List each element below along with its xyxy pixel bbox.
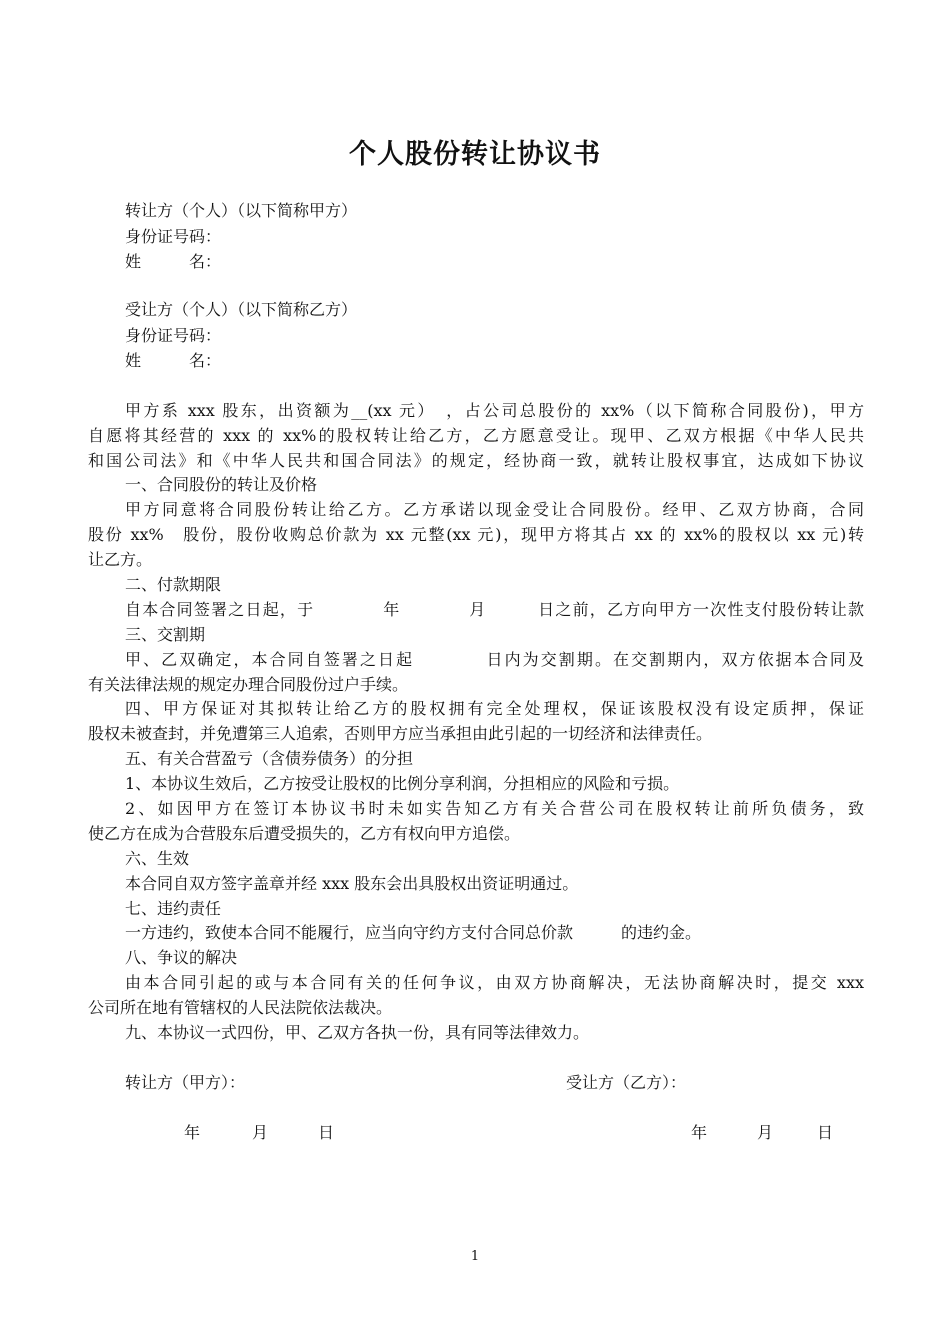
section-7-title: 七、违约责任 [125,899,222,918]
signature-left-month: 月 [252,1123,269,1142]
section-5-item-2-line-2: 使乙方在成为合营股东后遭受损失的，乙方有权向甲方追偿。 [88,824,521,843]
transferor-id-label: 身份证号码： [125,227,222,246]
intro-line-2: 自愿将其经营的 xxx 的 xx%的股权转让给乙方，乙方愿意受让。现甲、乙双方根据《中华人民共 [88,426,864,445]
intro-line-3: 和国公司法》和《中华人民共和国合同法》的规定，经协商一致，就转让股权事宜，达成如下协议 [88,451,864,470]
section-1-line-2: 股份 xx% 股份，股份收购总价款为 xx 元整(xx 元)，现甲方将其占 xx 的 xx%的股权以 xx 元)转 [88,525,864,544]
page-number: 1 [470,1249,480,1264]
section-8-title: 八、争议的解决 [125,948,238,967]
section-3-title: 三、交割期 [125,625,206,644]
section-6-body: 本合同自双方签字盖章并经 xxx 股东会出具股权出资证明通过。 [125,874,579,893]
section-5-item-2-line-1: 2、如因甲方在签订本协议书时未如实告知乙方有关合营公司在股权转让前所负债务，致 [125,799,864,818]
transferee-heading: 受让方（个人）（以下简称乙方） [125,300,358,319]
section-7-body: 一方违约，致使本合同不能履行，应当向守约方支付合同总价款 的违约金。 [125,923,702,942]
section-5-item-1: 1、本协议生效后，乙方按受让股权的比例分享利润，分担相应的风险和亏损。 [125,774,680,793]
signature-left-year: 年 [184,1123,201,1142]
section-4-line-1: 四、甲方保证对其拟转让给乙方的股权拥有完全处理权，保证该股权没有设定质押，保证 [125,699,864,718]
section-1-line-1: 甲方同意将合同股份转让给乙方。乙方承诺以现金受让合同股份。经甲、乙双方协商，合同 [125,500,864,519]
signature-left-day: 日 [318,1123,335,1142]
section-1-line-3: 让乙方。 [88,550,153,569]
transferee-name-label: 姓 名： [125,351,222,370]
section-9-body: 九、本协议一式四份，甲、乙双方各执一份，具有同等法律效力。 [125,1023,590,1042]
signature-transferee-label: 受让方（乙方）： [566,1073,687,1092]
transferor-heading: 转让方（个人）（以下简称甲方） [125,201,358,220]
section-1-title: 一、合同股份的转让及价格 [125,475,318,494]
signature-right-month: 月 [757,1123,774,1142]
transferee-id-label: 身份证号码： [125,326,222,345]
section-5-title: 五、有关合营盈亏（含债券债务）的分担 [125,749,414,768]
section-2-title: 二、付款期限 [125,575,222,594]
section-8-line-2: 公司所在地有管辖权的人民法院依法裁决。 [88,998,393,1017]
section-6-title: 六、生效 [125,849,190,868]
section-8-line-1: 由本合同引起的或与本合同有关的任何争议，由双方协商解决，无法协商解决时，提交 xxx [125,973,864,992]
signature-right-year: 年 [691,1123,708,1142]
section-4-line-2: 股权未被查封，并免遭第三人追索，否则甲方应当承担由此引起的一切经济和法律责任。 [88,724,713,743]
intro-line-1: 甲方系 xxx 股东，出资额为__(xx 元） ，占公司总股份的 xx%（以下简称合同股份)，甲方 [125,401,864,420]
signature-transferor-label: 转让方（甲方）： [125,1073,246,1092]
document-title: 个人股份转让协议书 [349,139,601,170]
section-3-line-2: 有关法律法规的规定办理合同股份过户手续。 [88,675,409,694]
transferor-name-label: 姓 名： [125,252,222,271]
section-2-body: 自本合同签署之日起，于 年 月 日之前，乙方向甲方一次性支付股份转让款 [125,600,864,619]
section-3-line-1: 甲、乙双确定，本合同自签署之日起 日内为交割期。在交割期内，双方依据本合同及 [125,650,864,669]
signature-right-day: 日 [817,1123,834,1142]
